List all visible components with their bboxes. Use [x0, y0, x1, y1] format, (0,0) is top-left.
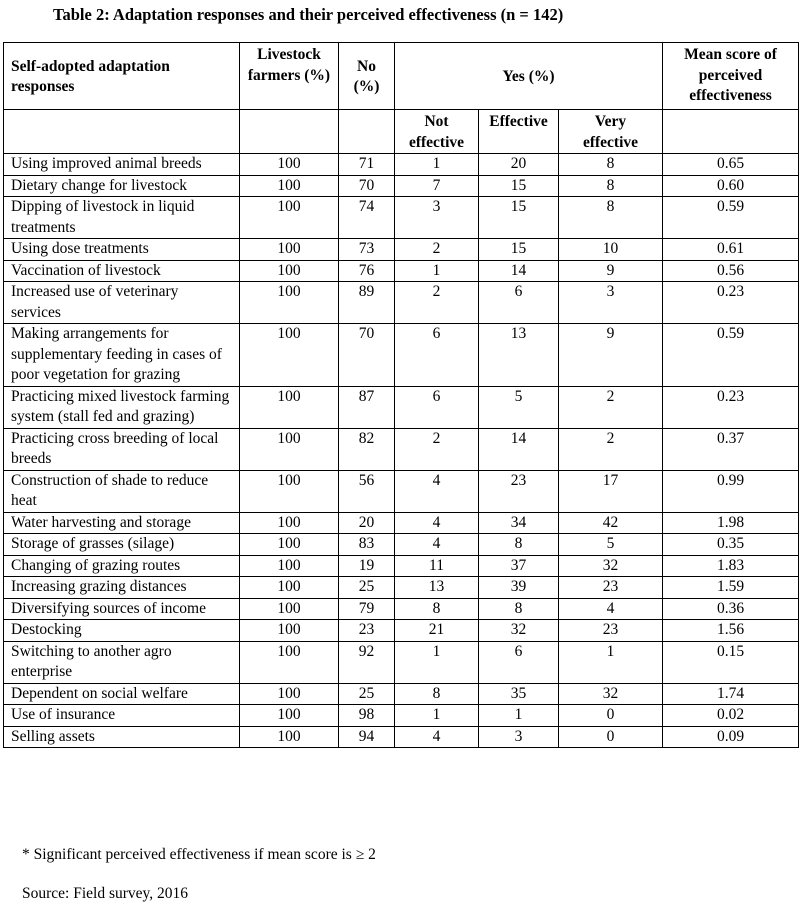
cell-effective: 5	[479, 386, 559, 428]
cell-very-effective: 23	[559, 577, 663, 599]
cell-not-effective: 1	[395, 705, 479, 727]
table-row	[4, 705, 799, 727]
cell-very-effective: 2	[559, 386, 663, 428]
cell-response: Construction of shade to reduce heat	[4, 470, 240, 512]
cell-not-effective: 4	[395, 534, 479, 556]
cell-no: 73	[339, 239, 395, 261]
cell-effective: 15	[479, 175, 559, 197]
table-row	[4, 470, 799, 512]
cell-very-effective: 8	[559, 154, 663, 176]
table-row	[4, 324, 799, 387]
cell-not-effective: 4	[395, 470, 479, 512]
cell-no: 94	[339, 726, 395, 748]
cell-livestock: 100	[240, 282, 339, 324]
cell-response: Storage of grasses (silage)	[4, 534, 240, 556]
cell-very-effective: 10	[559, 239, 663, 261]
cell-not-effective: 1	[395, 260, 479, 282]
cell-not-effective: 2	[395, 282, 479, 324]
cell-mean: 1.56	[663, 620, 799, 642]
cell-effective: 32	[479, 620, 559, 642]
source-note: Source: Field survey, 2016	[22, 885, 189, 902]
cell-effective: 20	[479, 154, 559, 176]
cell-no: 89	[339, 282, 395, 324]
cell-very-effective: 32	[559, 683, 663, 705]
cell-not-effective: 1	[395, 154, 479, 176]
cell-effective: 23	[479, 470, 559, 512]
cell-very-effective: 0	[559, 705, 663, 727]
cell-not-effective: 3	[395, 197, 479, 239]
cell-no: 23	[339, 620, 395, 642]
cell-effective: 6	[479, 641, 559, 683]
cell-mean: 0.59	[663, 197, 799, 239]
cell-not-effective: 8	[395, 683, 479, 705]
cell-livestock: 100	[240, 324, 339, 387]
cell-mean: 1.83	[663, 555, 799, 577]
cell-mean: 1.59	[663, 577, 799, 599]
table-caption: Table 2: Adaptation responses and their perceived effectiveness (n = 142)	[53, 5, 564, 24]
cell-no: 56	[339, 470, 395, 512]
cell-mean: 0.36	[663, 598, 799, 620]
cell-livestock: 100	[240, 598, 339, 620]
cell-livestock: 100	[240, 555, 339, 577]
cell-effective: 37	[479, 555, 559, 577]
cell-livestock: 100	[240, 726, 339, 748]
cell-response: Vaccination of livestock	[4, 260, 240, 282]
cell-no: 74	[339, 197, 395, 239]
cell-not-effective: 11	[395, 555, 479, 577]
cell-response: Dependent on social welfare	[4, 683, 240, 705]
cell-not-effective: 6	[395, 324, 479, 387]
header-yes: Yes (%)	[395, 43, 663, 110]
cell-livestock: 100	[240, 175, 339, 197]
cell-mean: 0.56	[663, 260, 799, 282]
cell-very-effective: 8	[559, 197, 663, 239]
cell-response: Making arrangements for supplementary feeding in cases of poor vegetation for grazing	[4, 324, 240, 387]
table-row	[4, 726, 799, 748]
cell-effective: 1	[479, 705, 559, 727]
cell-very-effective: 4	[559, 598, 663, 620]
cell-very-effective: 9	[559, 260, 663, 282]
header-row-sub	[4, 110, 799, 154]
cell-no: 71	[339, 154, 395, 176]
cell-not-effective: 6	[395, 386, 479, 428]
table-row	[4, 175, 799, 197]
cell-response: Practicing mixed livestock farming system (stall fed and grazing)	[4, 386, 240, 428]
header-no: No (%)	[339, 43, 395, 110]
table-row	[4, 683, 799, 705]
cell-mean: 0.23	[663, 282, 799, 324]
cell-mean: 0.60	[663, 175, 799, 197]
cell-livestock: 100	[240, 534, 339, 556]
cell-very-effective: 8	[559, 175, 663, 197]
cell-response: Dietary change for livestock	[4, 175, 240, 197]
cell-not-effective: 7	[395, 175, 479, 197]
cell-no: 70	[339, 175, 395, 197]
cell-response: Increasing grazing distances	[4, 577, 240, 599]
cell-response: Destocking	[4, 620, 240, 642]
cell-mean: 0.23	[663, 386, 799, 428]
cell-mean: 0.37	[663, 428, 799, 470]
cell-livestock: 100	[240, 386, 339, 428]
cell-very-effective: 0	[559, 726, 663, 748]
header-blank	[240, 110, 339, 154]
cell-response: Using dose treatments	[4, 239, 240, 261]
cell-very-effective: 32	[559, 555, 663, 577]
cell-very-effective: 1	[559, 641, 663, 683]
cell-livestock: 100	[240, 470, 339, 512]
cell-mean: 0.02	[663, 705, 799, 727]
cell-livestock: 100	[240, 512, 339, 534]
header-row-top	[4, 43, 799, 110]
cell-response: Use of insurance	[4, 705, 240, 727]
table-row	[4, 577, 799, 599]
table-row	[4, 512, 799, 534]
cell-no: 70	[339, 324, 395, 387]
cell-livestock: 100	[240, 641, 339, 683]
cell-very-effective: 3	[559, 282, 663, 324]
cell-effective: 14	[479, 428, 559, 470]
cell-mean: 0.35	[663, 534, 799, 556]
cell-no: 79	[339, 598, 395, 620]
cell-no: 20	[339, 512, 395, 534]
cell-not-effective: 2	[395, 239, 479, 261]
cell-livestock: 100	[240, 705, 339, 727]
table-row	[4, 598, 799, 620]
header-effective: Effective	[479, 110, 559, 154]
cell-very-effective: 9	[559, 324, 663, 387]
cell-livestock: 100	[240, 577, 339, 599]
cell-livestock: 100	[240, 260, 339, 282]
footnote: * Significant perceived effectiveness if mean score is ≥ 2	[22, 846, 376, 863]
header-not-effective: Not effective	[395, 110, 479, 154]
cell-mean: 1.98	[663, 512, 799, 534]
cell-mean: 1.74	[663, 683, 799, 705]
adaptation-table	[3, 42, 799, 748]
header-blank	[663, 110, 799, 154]
cell-effective: 14	[479, 260, 559, 282]
cell-no: 25	[339, 577, 395, 599]
cell-response: Diversifying sources of income	[4, 598, 240, 620]
cell-mean: 0.99	[663, 470, 799, 512]
cell-effective: 34	[479, 512, 559, 534]
cell-not-effective: 21	[395, 620, 479, 642]
cell-response: Switching to another agro enterprise	[4, 641, 240, 683]
cell-not-effective: 1	[395, 641, 479, 683]
cell-effective: 39	[479, 577, 559, 599]
cell-very-effective: 17	[559, 470, 663, 512]
cell-response: Increased use of veterinary services	[4, 282, 240, 324]
header-blank	[339, 110, 395, 154]
cell-effective: 13	[479, 324, 559, 387]
cell-livestock: 100	[240, 154, 339, 176]
header-mean: Mean score of perceived effectiveness	[663, 43, 799, 110]
cell-response: Selling assets	[4, 726, 240, 748]
table-row	[4, 534, 799, 556]
cell-response: Water harvesting and storage	[4, 512, 240, 534]
cell-not-effective: 2	[395, 428, 479, 470]
cell-not-effective: 13	[395, 577, 479, 599]
cell-no: 87	[339, 386, 395, 428]
cell-response: Using improved animal breeds	[4, 154, 240, 176]
cell-not-effective: 4	[395, 512, 479, 534]
cell-livestock: 100	[240, 428, 339, 470]
table-row	[4, 239, 799, 261]
cell-effective: 3	[479, 726, 559, 748]
cell-no: 92	[339, 641, 395, 683]
cell-response: Practicing cross breeding of local breeds	[4, 428, 240, 470]
cell-no: 82	[339, 428, 395, 470]
cell-no: 98	[339, 705, 395, 727]
cell-mean: 0.15	[663, 641, 799, 683]
cell-livestock: 100	[240, 239, 339, 261]
table-row	[4, 197, 799, 239]
cell-mean: 0.61	[663, 239, 799, 261]
cell-effective: 8	[479, 598, 559, 620]
cell-no: 83	[339, 534, 395, 556]
header-blank	[4, 110, 240, 154]
table-row	[4, 428, 799, 470]
cell-mean: 0.59	[663, 324, 799, 387]
cell-very-effective: 23	[559, 620, 663, 642]
cell-effective: 15	[479, 239, 559, 261]
table-row	[4, 154, 799, 176]
table-row	[4, 260, 799, 282]
table-row	[4, 620, 799, 642]
table-row	[4, 282, 799, 324]
cell-effective: 35	[479, 683, 559, 705]
cell-response: Changing of grazing routes	[4, 555, 240, 577]
cell-livestock: 100	[240, 620, 339, 642]
cell-not-effective: 8	[395, 598, 479, 620]
table-body	[4, 154, 799, 748]
cell-response: Dipping of livestock in liquid treatments	[4, 197, 240, 239]
table-row	[4, 641, 799, 683]
cell-no: 19	[339, 555, 395, 577]
table-row	[4, 386, 799, 428]
cell-mean: 0.09	[663, 726, 799, 748]
cell-very-effective: 5	[559, 534, 663, 556]
cell-no: 25	[339, 683, 395, 705]
cell-livestock: 100	[240, 683, 339, 705]
cell-effective: 6	[479, 282, 559, 324]
table-row	[4, 555, 799, 577]
cell-very-effective: 42	[559, 512, 663, 534]
header-response: Self-adopted adaptation responses	[4, 43, 240, 110]
cell-mean: 0.65	[663, 154, 799, 176]
cell-very-effective: 2	[559, 428, 663, 470]
header-livestock: Livestock farmers (%)	[240, 43, 339, 110]
cell-no: 76	[339, 260, 395, 282]
cell-livestock: 100	[240, 197, 339, 239]
header-very-effective: Very effective	[559, 110, 663, 154]
cell-effective: 15	[479, 197, 559, 239]
cell-effective: 8	[479, 534, 559, 556]
cell-not-effective: 4	[395, 726, 479, 748]
